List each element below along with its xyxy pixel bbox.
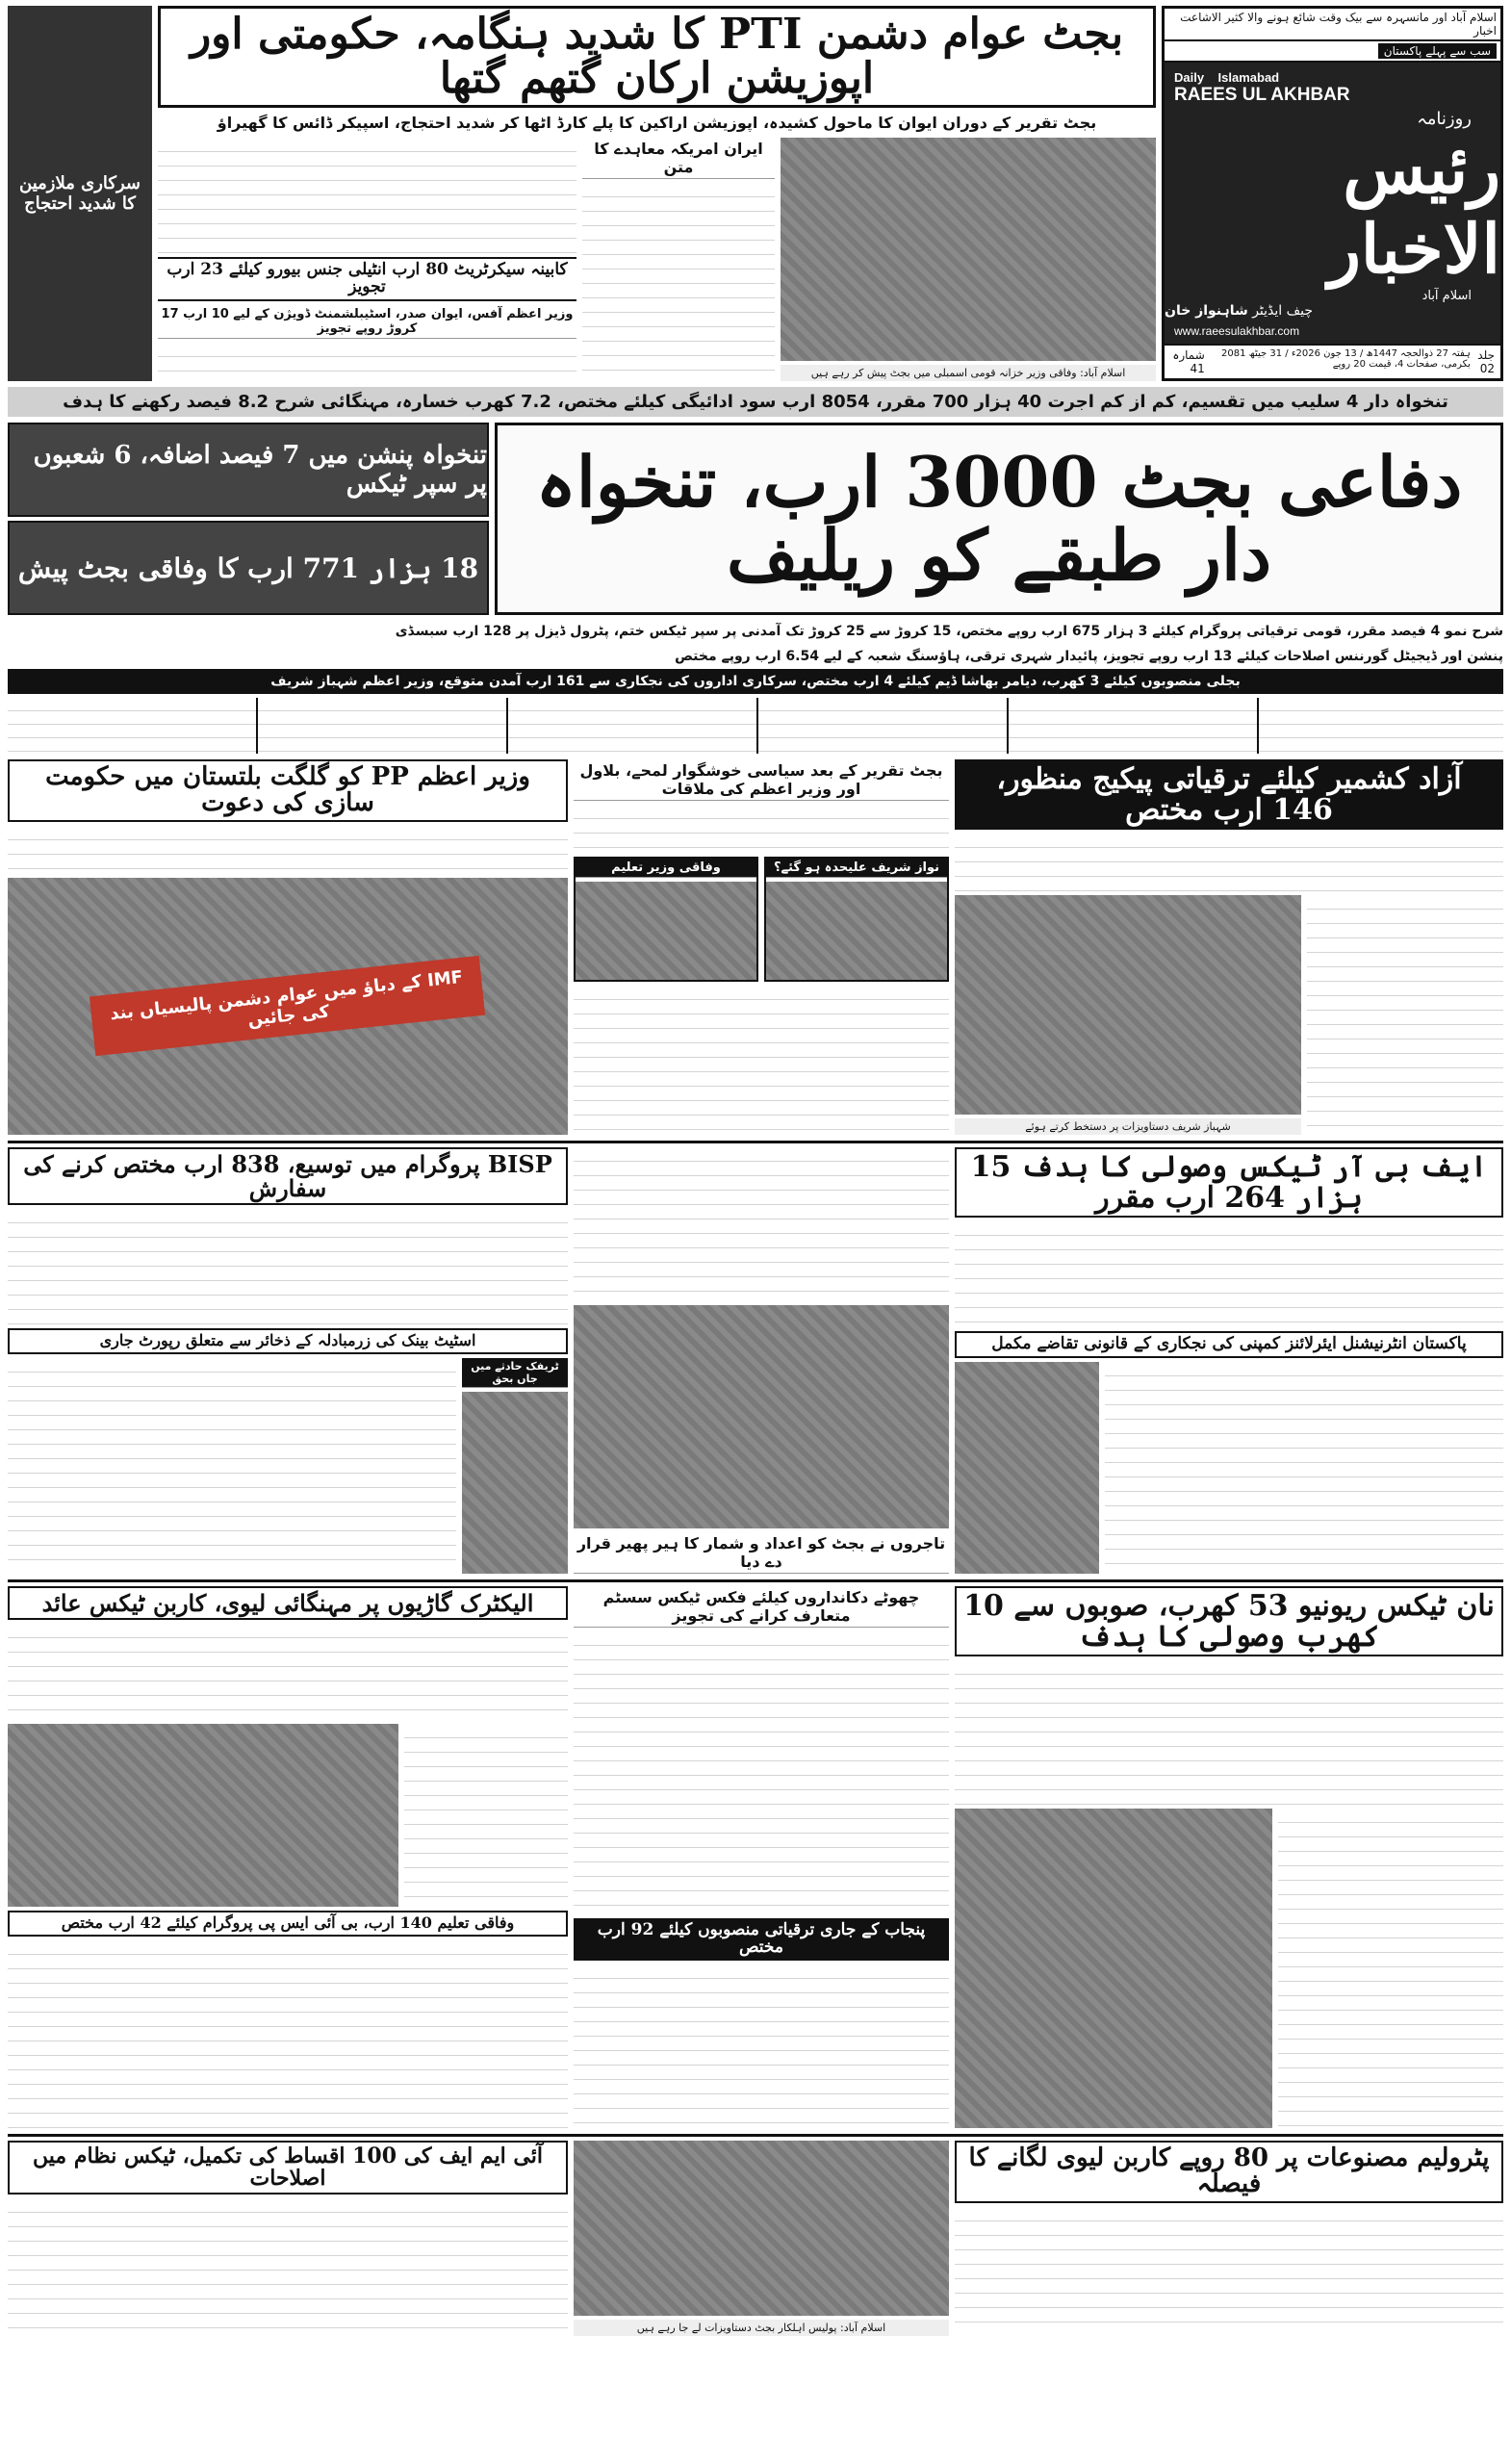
budget-summary bbox=[8, 619, 1503, 694]
sec3-right-text bbox=[955, 1660, 1503, 1805]
sec3-left-text-3 bbox=[8, 1940, 568, 2128]
sec3-left-media bbox=[8, 1724, 568, 1907]
sec1-right bbox=[955, 759, 1503, 1135]
sec3-left-text-2 bbox=[404, 1724, 568, 1907]
sec3-right-text-2 bbox=[1278, 1809, 1503, 2128]
masthead-urdu-small: روزنامہ bbox=[1417, 109, 1472, 129]
lead-story bbox=[158, 6, 1156, 381]
sec1-right-text bbox=[955, 834, 1503, 891]
section-petroleum bbox=[8, 2134, 1503, 2336]
sec1-left-text bbox=[8, 826, 568, 874]
sec2-profile-title: ٹریفک حادثے میں جاں بحق bbox=[462, 1358, 568, 1388]
sec1-middle-text bbox=[574, 805, 949, 853]
sec3-middle-headline: چھوٹے دکانداروں کیلئے فکس ٹیکس سسٹم متعارف کرانے کی تجویز bbox=[574, 1586, 949, 1628]
sec3-left bbox=[8, 1586, 568, 2128]
sec2-right bbox=[955, 1147, 1503, 1574]
sec4-right-headline: پٹرولیم مصنوعات پر 80 روپے کاربن لیوی لگانے کا فیصلہ bbox=[955, 2141, 1503, 2203]
section-kashmir bbox=[8, 759, 1503, 1135]
masthead-editor bbox=[1165, 303, 1313, 319]
editor-label: چیف ایڈیٹر bbox=[1252, 303, 1314, 319]
sec3-middle-text bbox=[574, 1631, 949, 1914]
sec4-right bbox=[955, 2141, 1503, 2336]
sec3-right bbox=[955, 1586, 1503, 2128]
sec2-right-text bbox=[955, 1221, 1503, 1327]
sec4-left bbox=[8, 2141, 568, 2336]
lead-photo bbox=[781, 138, 1156, 361]
sec1-box-1 bbox=[764, 857, 949, 982]
sec2-right-body bbox=[955, 1362, 1503, 1574]
sec3-middle bbox=[574, 1586, 949, 2128]
lead-left-col bbox=[158, 138, 576, 381]
protest-photo bbox=[8, 878, 568, 1135]
portrait-photo-2 bbox=[576, 882, 756, 980]
sec2-middle-caption: تاجروں نے بجٹ کو اعداد و شمار کا ہیر پھیر قرار دے دیا bbox=[574, 1532, 949, 1574]
lead-body bbox=[158, 138, 1156, 381]
masthead-tagline: اسلام آباد اور مانسہرہ سے بیک وقت شائع ہونے والا کثیر الاشاعت اخبار bbox=[1180, 11, 1497, 38]
portrait-photo-1 bbox=[766, 882, 947, 980]
sec4-right-text bbox=[955, 2207, 1503, 2336]
sec2-right-headline: ایف بی آر ٹیکس وصولی کا ہدف 15 ہزار 264 ارب مقرر bbox=[955, 1147, 1503, 1218]
section-revenue bbox=[8, 1579, 1503, 2128]
budget-highlights-strip: تنخواہ دار 4 سلیب میں تقسیم، کم از کم اجرت 40 ہزار 700 مقرر، 8054 ارب سود ادائیگی کیلئے مختص، 7.2 کھرب خسارہ، مہنگائی شرح 8.2 فیصد رکھنے کا ہدف bbox=[8, 387, 1503, 417]
sec1-left bbox=[8, 759, 568, 1135]
sec3-right-headline: نان ٹیکس ریونیو 53 کھرب، صوبوں سے 10 کھرب وصولی کا ہدف bbox=[955, 1586, 1503, 1656]
lead-mid-col bbox=[582, 138, 775, 381]
sec2-profile bbox=[462, 1358, 568, 1574]
summary-line-dark: بجلی منصوبوں کیلئے 3 کھرب، دیامر بھاشا ڈیم کیلئے 4 ارب مختص، سرکاری اداروں کی نجکاری سے 161 ارب آمدن متوقع، وزیر اعظم شہباز شریف bbox=[8, 669, 1503, 694]
editor-name: شاہنواز خان bbox=[1165, 303, 1248, 319]
sec1-middle-text-2 bbox=[574, 986, 949, 1135]
sec1-right-photo-col bbox=[955, 895, 1301, 1135]
sec4-middle bbox=[574, 2141, 949, 2336]
sec2-left-body bbox=[8, 1358, 568, 1574]
banner-side-top: تنخواہ پنشن میں 7 فیصد اضافہ، 6 شعبوں پر سپر ٹیکس bbox=[8, 423, 489, 517]
sec1-right-photo-caption: شہباز شریف دستاویزات پر دستخط کرتے ہوئے bbox=[955, 1118, 1301, 1135]
military-photo bbox=[955, 1809, 1272, 2128]
sec1-middle bbox=[574, 759, 949, 1135]
sec1-box-2 bbox=[574, 857, 758, 982]
masthead-en-daily: Daily bbox=[1174, 70, 1205, 85]
masthead-title-block bbox=[1165, 63, 1500, 344]
masthead-row bbox=[8, 6, 1503, 381]
masthead-en-city: Islamabad bbox=[1217, 70, 1280, 85]
summary-line-2: پنشن اور ڈیجیٹل گورننس اصلاحات کیلئے 13 ارب روپے تجویز، پائیدار شہری ترقی، ہاؤسنگ شعبہ کے لیے 6.54 ارب روپے مختص bbox=[675, 649, 1503, 664]
banner-main-headline: دفاعی بجٹ 3000 ارب، تنخواہ دار طبقے کو ریلیف bbox=[495, 423, 1503, 615]
masthead-urdu-name: رئیس الاخبار bbox=[1328, 129, 1500, 289]
section-fbr bbox=[8, 1141, 1503, 1574]
sec1-right-photo bbox=[955, 895, 1301, 1115]
sec4-left-text bbox=[8, 2198, 568, 2336]
masthead-tag-strip bbox=[1165, 41, 1500, 63]
sec2-left-text-2 bbox=[8, 1358, 456, 1574]
masthead-en-name: RAEES UL AKHBAR bbox=[1174, 85, 1350, 105]
lead-mid-text bbox=[582, 183, 775, 381]
sec2-left-headline: BISP پروگرام میں توسیع، 838 ارب مختص کرنے کی سفارش bbox=[8, 1147, 568, 1205]
trader-photo bbox=[8, 1724, 398, 1907]
issue-number: شمارہ 41 bbox=[1172, 348, 1205, 375]
sec1-box-1-title: نواز شریف علیحدہ ہو گئے؟ bbox=[766, 859, 947, 878]
sec2-left bbox=[8, 1147, 568, 1574]
lead-headline: بجٹ عوام دشمن PTI کا شدید ہنگامہ، حکومتی اور اپوزیشن ارکان گتھم گتھا bbox=[158, 6, 1156, 108]
sec2-profile-photo bbox=[462, 1392, 568, 1574]
sec1-left-headline: وزیر اعظم PP کو گلگت بلتستان میں حکومت سازی کی دعوت bbox=[8, 759, 568, 822]
lead-left-text bbox=[158, 138, 576, 253]
volume-number: جلد 02 bbox=[1477, 348, 1495, 375]
sec2-left-text bbox=[8, 1209, 568, 1324]
budget-banner bbox=[8, 423, 1503, 615]
lead-photo-col bbox=[781, 138, 1156, 381]
sec1-middle-headline: بجٹ تقریر کے بعد سیاسی خوشگوار لمحے، بلاول اور وزیر اعظم کی ملاقات bbox=[574, 759, 949, 801]
sec2-sub-2: اسٹیٹ بینک کی زرمبادلہ کے ذخائر سے متعلق رپورٹ جاری bbox=[8, 1328, 568, 1354]
lead-left-title: کابینہ سیکرٹریٹ 80 ارب انٹیلی جنس بیورو کیلئے 23 ارب تجویز bbox=[158, 257, 576, 301]
lead-side-tag: سرکاری ملازمین کا شدید احتجاج bbox=[8, 6, 152, 381]
masthead-top-strip bbox=[1165, 9, 1500, 41]
lead-mid-title: ایران امریکہ معاہدے کا متن bbox=[582, 138, 775, 179]
masthead-city-urdu: اسلام آباد bbox=[1421, 289, 1472, 303]
sec2-middle-text bbox=[574, 1147, 949, 1301]
sec3-left-text bbox=[8, 1624, 568, 1720]
sec1-right-body bbox=[955, 895, 1503, 1135]
sec3-right-body bbox=[955, 1809, 1503, 2128]
summary-line-1: شرح نمو 4 فیصد مقرر، قومی ترقیاتی پروگرام کیلئے 3 ہزار 675 ارب روپے مختص، 15 کروڑ سے 25 کروڑ تک آمدنی پر سپر ٹیکس ختم، پٹرول ڈیزل پر 128 ارب سبسڈی bbox=[395, 624, 1503, 639]
banner-side-bottom: 18 ہزار 771 ارب کا وفاقی بجٹ پیش bbox=[8, 521, 489, 615]
handshake-photo bbox=[574, 1305, 949, 1528]
lead-photo-caption: اسلام آباد: وفاقی وزیر خزانہ قومی اسمبلی میں بجٹ پیش کر رہے ہیں bbox=[781, 365, 1156, 381]
sec1-right-text-2 bbox=[1307, 895, 1503, 1135]
sec2-right-text-2 bbox=[1105, 1362, 1503, 1574]
masthead-logo-block bbox=[1162, 6, 1503, 381]
sec2-sub-1: پاکستان انٹرنیشنل ایئرلائنز کمپنی کی نجکاری کے قانونی تقاضے مکمل bbox=[955, 1331, 1503, 1358]
sec2-middle bbox=[574, 1147, 949, 1574]
sec3-middle-text-2 bbox=[574, 1964, 949, 2128]
masthead-url[interactable]: www.raeesulakhbar.com bbox=[1174, 324, 1300, 338]
police-photo bbox=[574, 2141, 949, 2316]
sec1-right-headline: آزاد کشمیر کیلئے ترقیاتی پیکیج منظور، 146 ارب مختص bbox=[955, 759, 1503, 830]
lead-left-sub: وزیر اعظم آفس، ایوان صدر، اسٹیبلشمنٹ ڈویژن کے لیے 10 ارب 17 کروڑ روپے تجویز bbox=[158, 305, 576, 339]
protest-sign: IMF کے دباؤ میں عوام دشمن پالیسیاں بند کی جائیں bbox=[90, 956, 486, 1056]
masthead-english-name bbox=[1174, 70, 1350, 106]
masthead-date-line bbox=[1165, 344, 1500, 378]
sec3-left-headline: الیکٹرک گاڑیوں پر مہنگائی لیوی، کاربن ٹیکس عائد bbox=[8, 1586, 568, 1620]
date-line: ہفتہ 27 ذوالحجہ 1447ھ / 13 جون 2026ء / 31 جیٹھ 2081 بکرمی، صفحات 4، قیمت 20 روپے bbox=[1221, 348, 1471, 370]
lead-kicker: بجٹ تقریر کے دوران ایوان کا ماحول کشیدہ، اپوزیشن اراکین کا پلے کارڈ اٹھا کر شدید احتجاج، اسپیکر ڈائس کا گھیراؤ bbox=[217, 114, 1097, 133]
masthead-motto: سب سے پہلے پاکستان bbox=[1378, 43, 1497, 59]
sec1-middle-boxes bbox=[574, 857, 949, 982]
sec3-sub-1: وفاقی تعلیم 140 ارب، بی آئی ایس پی پروگرام کیلئے 42 ارب مختص bbox=[8, 1911, 568, 1937]
banner-side bbox=[8, 423, 489, 615]
sec3-sub-2: پنجاب کے جاری ترقیاتی منصوبوں کیلئے 92 ارب مختص bbox=[574, 1918, 949, 1961]
sec1-box-2-title: وفاقی وزیر تعلیم bbox=[576, 859, 756, 878]
sec4-left-headline: آئی ایم ایف کی 100 اقساط کی تکمیل، ٹیکس نظام میں اصلاحات bbox=[8, 2141, 568, 2194]
lead-left-text-2 bbox=[158, 343, 576, 381]
sec4-middle-caption: اسلام آباد: پولیس اہلکار بجٹ دستاویزات لے جا رہے ہیں bbox=[574, 2320, 949, 2336]
summary-columns bbox=[8, 698, 1503, 754]
sec2-portrait bbox=[955, 1362, 1099, 1574]
